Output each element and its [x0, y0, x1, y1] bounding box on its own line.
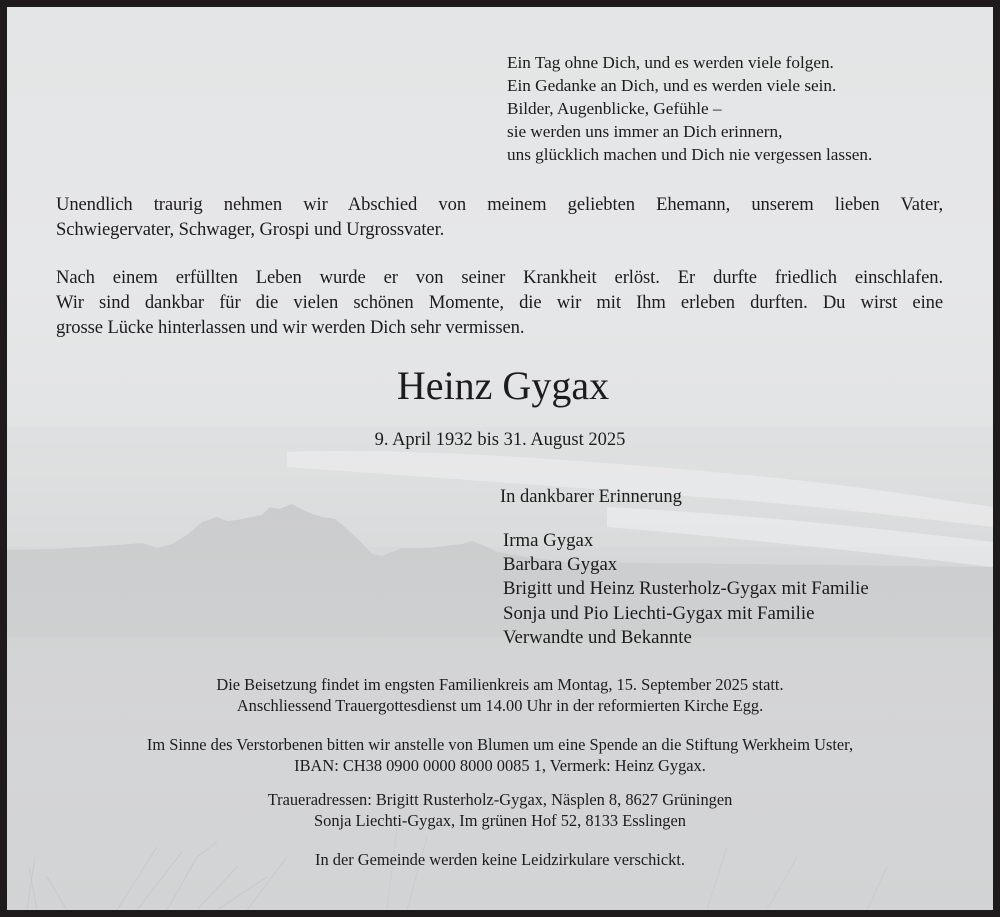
announcement-line: Unendlich traurig nehmen wir Abschied von meinem geliebten Ehemann, unserem lieben Vater,: [56, 194, 943, 215]
mourner-name: Brigitt und Heinz Rusterholz-Gygax mit Familie: [503, 578, 869, 600]
poem-line: sie werden uns immer an Dich erinnern,: [507, 122, 783, 141]
mourners-heading: In dankbarer Erinnerung: [500, 487, 682, 507]
poem-line: uns glücklich machen und Dich nie vergessen lassen.: [507, 145, 873, 164]
donation-line: Im Sinne des Verstorbenen bitten wir anstelle von Blumen um eine Spende an die Stiftung Werkheim Uster,: [146, 735, 854, 754]
obituary-card: [7, 7, 993, 910]
mourner-name: Irma Gygax: [503, 530, 594, 551]
tribute-paragraph: [56, 265, 943, 340]
circular-notice: [7, 849, 993, 870]
funeral-line: Die Beisetzung findet im engsten Familienkreis am Montag, 15. September 2025 statt.: [216, 675, 784, 694]
life-dates: 9. April 1932 bis 31. August 2025: [374, 430, 626, 450]
mourner-name: Barbara Gygax: [503, 554, 618, 576]
notice-line: In der Gemeinde werden keine Leidzirkulare verschickt.: [315, 850, 685, 869]
announcement-paragraph: [56, 192, 943, 242]
mourner-name: Sonja und Pio Liechti-Gygax mit Familie: [503, 602, 815, 624]
condolence-addresses: [7, 789, 993, 831]
poem-line: Ein Gedanke an Dich, und es werden viele sein.: [507, 76, 837, 95]
announcement-line: Schwiegervater, Schwager, Grospi und Urgrossvater.: [56, 219, 445, 240]
poem-line: Bilder, Augenblicke, Gefühle –: [507, 99, 722, 118]
deceased-name: Heinz Gygax: [396, 363, 610, 408]
tribute-line: Wir sind dankbar für die vielen schönen Momente, die wir mit Ihm erleben durften. Du wirst eine: [56, 292, 943, 313]
tribute-line: Nach einem erfüllten Leben wurde er von seiner Krankheit erlöst. Er durfte friedlich einschlafen.: [56, 267, 943, 288]
address-line: Traueradressen: Brigitt Rusterholz-Gygax, Näsplen 8, 8627 Grüningen: [267, 790, 733, 809]
funeral-details: [7, 674, 993, 716]
tribute-line: grosse Lücke hinterlassen und wir werden Dich sehr vermissen.: [56, 317, 525, 338]
mourner-name: Verwandte und Bekannte: [503, 626, 692, 648]
donation-line: IBAN: CH38 0900 0000 8000 0085 1, Vermerk: Heinz Gygax.: [294, 756, 706, 775]
donation-request: [7, 734, 993, 776]
address-line: Sonja Liechti-Gygax, Im grünen Hof 52, 8133 Esslingen: [314, 811, 686, 830]
mourners-list: [503, 529, 869, 650]
poem-line: Ein Tag ohne Dich, und es werden viele folgen.: [507, 53, 834, 72]
memorial-poem: [507, 51, 872, 166]
funeral-line: Anschliessend Trauergottesdienst um 14.00 Uhr in der reformierten Kirche Egg.: [236, 696, 764, 715]
